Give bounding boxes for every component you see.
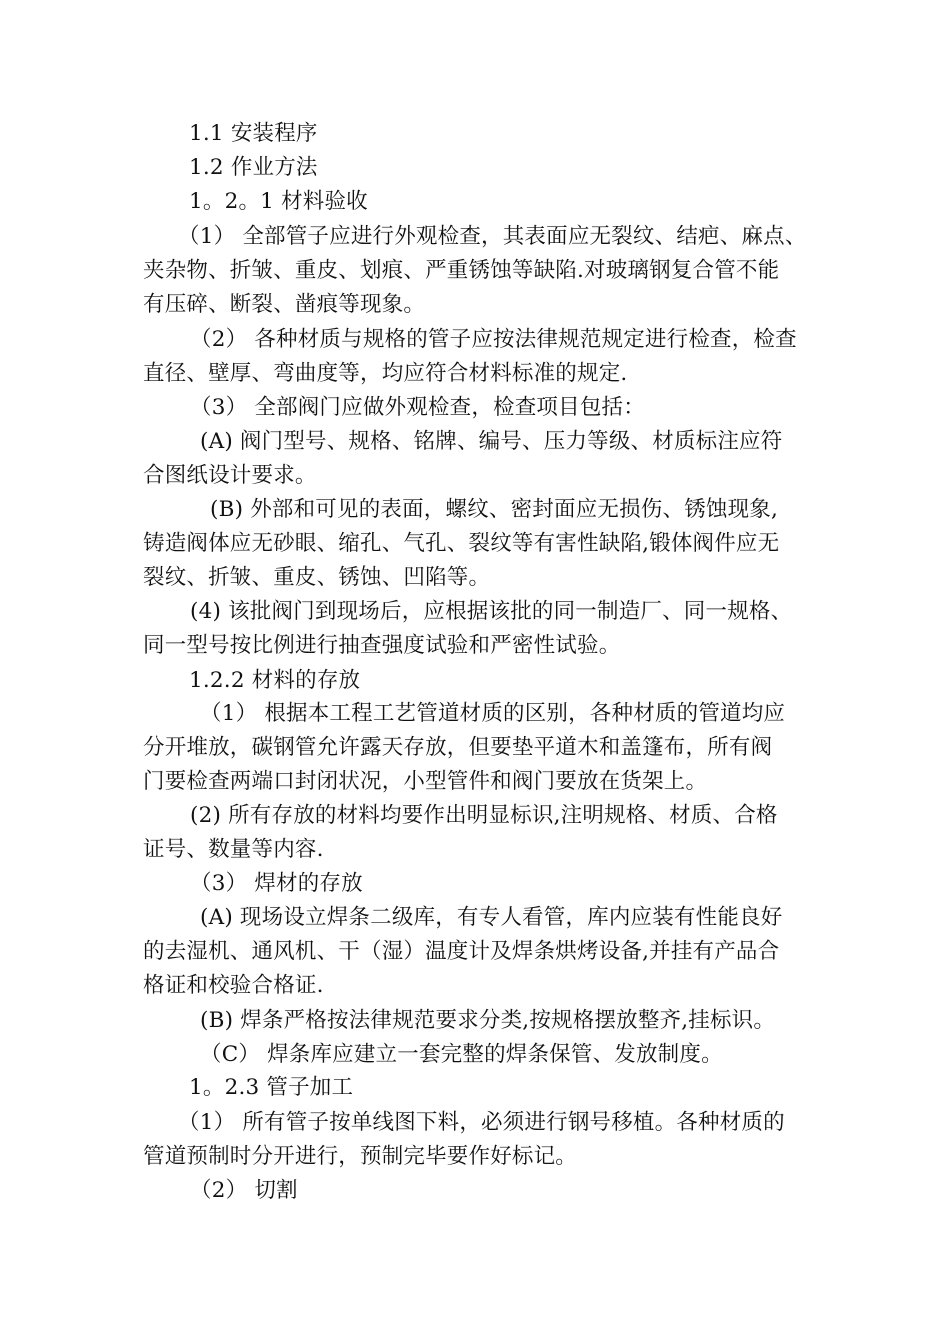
paragraph-line: 直径、壁厚、弯曲度等，均应符合材料标准的规定. [143, 361, 628, 386]
paragraph-line: (A) 现场设立焊条二级库，有专人看管，库内应装有性能良好 [200, 905, 783, 930]
paragraph-line: 门要检查两端口封闭状况，小型管件和阀门要放在货架上。 [143, 769, 708, 794]
paragraph-line: (B) 外部和可见的表面，螺纹、密封面应无损伤、锈蚀现象, [210, 497, 779, 522]
heading-1-2-1: 1。2。1 材料验收 [189, 189, 368, 214]
heading-1-2-3: 1。2.3 管子加工 [189, 1075, 354, 1100]
paragraph-line: (4) 该批阀门到现场后，应根据该批的同一制造厂、同一规格、 [190, 599, 793, 624]
heading-1-2: 1.2 作业方法 [189, 155, 318, 180]
paragraph-line: 管道预制时分开进行，预制完毕要作好标记。 [143, 1144, 578, 1169]
paragraph-line: 合图纸设计要求。 [143, 463, 317, 488]
paragraph-line: 格证和校验合格证. [143, 973, 324, 998]
paragraph-line: （C） 焊条库应建立一套完整的焊条保管、发放制度。 [200, 1042, 723, 1067]
paragraph-line: （2） 各种材质与规格的管子应按法律规范规定进行检查，检查 [190, 327, 797, 352]
paragraph-line: 同一型号按比例进行抽查强度试验和严密性试验。 [143, 633, 621, 658]
paragraph-line: 的去湿机、通风机、干（湿）温度计及焊条烘烤设备,并挂有产品合 [143, 939, 780, 964]
paragraph-line: 分开堆放，碳钢管允许露天存放，但要垫平道木和盖篷布，所有阀 [143, 735, 773, 760]
paragraph-line: 夹杂物、折皱、重皮、划痕、严重锈蚀等缺陷.对玻璃钢复合管不能 [143, 258, 780, 283]
paragraph-line: (A) 阀门型号、规格、铭牌、编号、压力等级、材质标注应符 [200, 429, 783, 454]
paragraph-line: （1） 所有管子按单线图下料，必须进行钢号移植。各种材质的 [178, 1110, 785, 1135]
paragraph-line: （3） 焊材的存放 [190, 871, 363, 896]
heading-1-2-2: 1.2.2 材料的存放 [189, 668, 361, 693]
paragraph-line: （3） 全部阀门应做外观检查，检查项目包括： [190, 395, 645, 420]
paragraph-line: 证号、数量等内容. [143, 837, 324, 862]
paragraph-line: 裂纹、折皱、重皮、锈蚀、凹陷等。 [143, 565, 491, 590]
heading-1-1: 1.1 安装程序 [189, 121, 318, 146]
paragraph-line: （1） 根据本工程工艺管道材质的区别，各种材质的管道均应 [200, 701, 786, 726]
paragraph-line: 铸造阀体应无砂眼、缩孔、气孔、裂纹等有害性缺陷,锻体阀件应无 [143, 531, 780, 556]
paragraph-line: (2) 所有存放的材料均要作出明显标识,注明规格、材质、合格 [190, 803, 778, 828]
paragraph-line: (B) 焊条严格按法律规范要求分类,按规格摆放整齐,挂标识。 [200, 1008, 776, 1033]
paragraph-line: （1） 全部管子应进行外观检查，其表面应无裂纹、结疤、麻点、 [178, 224, 807, 249]
paragraph-line: （2） 切割 [190, 1178, 298, 1203]
paragraph-line: 有压碎、断裂、凿痕等现象。 [143, 292, 426, 317]
